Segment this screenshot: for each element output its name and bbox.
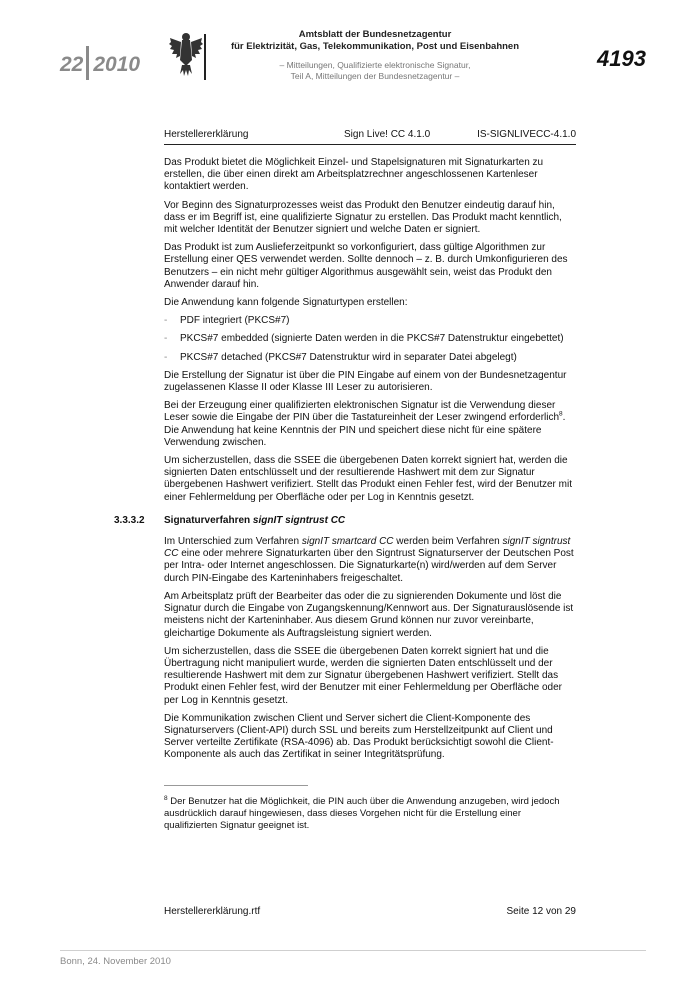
document-body	[114, 157, 576, 768]
issue-divider	[86, 46, 89, 80]
header-divider	[204, 34, 206, 80]
footer-page-count: Seite 12 von 29	[506, 906, 576, 917]
paragraph-emphasis: signIT signtrust CC	[164, 536, 571, 560]
running-head-left: Herstellererklärung	[164, 129, 249, 140]
federal-eagle-icon	[168, 30, 204, 80]
gazette-subtitle-line2: Teil A, Mitteilungen der Bundesnetzagentur –	[290, 71, 460, 81]
paragraph: Um sicherzustellen, dass die SSEE die übergebenen Daten korrekt signiert hat, werden die signierten Daten entschlüsselt und der resultierende Hashwert mit dem zur Signatur übergebenen Hashwert verifiziert. Stellt das Produkt einen Fehler fest, wird der Benutzer mit einer Fehlermeldung per Oberfläche oder per Log in Kenntnis gesetzt.	[164, 455, 572, 503]
paragraph: Das Produkt ist zum Auslieferzeitpunkt so vorkonfiguriert, dass gültige Algorithmen zur Erstellung einer QES verwendet werden. Sollte dennoch – z. B. durch Umkonfigurieren des Benutzers – ein nicht mehr gültiger Algorithmus ausgewählt sein, weist das Produkt den Anwender darauf hin.	[164, 242, 568, 290]
running-head-right: IS-SIGNLIVECC-4.1.0	[477, 129, 576, 140]
list-item	[164, 315, 576, 327]
paragraph: Die Kommunikation zwischen Client und Server sichert die Client-Komponente des Signaturservers (Client-API) durch SSL und bereits zum Herstellzeitpunkt auf Client und Server verteilte Zertifikate (RSA-4096) ab. Das Produkt berücksichtigt sowohl die Client-Komponente als auch das Zertifikat in seiner Integritätsprüfung.	[164, 712, 554, 761]
list-dash: -	[164, 333, 168, 345]
gazette-title-line1: Amtsblatt der Bundesnetzagentur	[298, 29, 452, 40]
running-head-center: Sign Live! CC 4.1.0	[344, 129, 431, 140]
paragraph-text: Im Unterschied zum Verfahren	[164, 536, 302, 548]
paragraph	[164, 536, 576, 585]
list-item-text: PDF integriert (PKCS#7)	[180, 315, 290, 327]
footnote-rule	[164, 785, 308, 786]
issue-number-value: 22	[60, 53, 84, 76]
list-item	[164, 333, 576, 345]
paragraph: Die Anwendung kann folgende Signaturtypen erstellen:	[164, 297, 408, 309]
gazette-subtitle-line1: – Mitteilungen, Qualifizierte elektronische Signatur,	[279, 60, 471, 70]
signature-type-list	[164, 315, 576, 364]
issue-year: 2010	[93, 53, 141, 76]
paragraph: Um sicherzustellen, dass die SSEE die übergebenen Daten korrekt signiert hat und die Übertragung nicht manipuliert wurde, werden die signierten Daten entschlüsselt und der resultierende Hashwert mit dem zur Signatur übergebenen Hashwert verifiziert. Stellt das Produkt einen Fehler fest, wird der Benutzer mit einer Fehlermeldung per Oberfläche oder per Log in Kenntnis gesetzt.	[164, 645, 562, 706]
footnote-reference[interactable]: 8	[559, 411, 563, 419]
gazette-page-number: 4193	[597, 46, 646, 71]
gazette-subtitle	[215, 60, 535, 82]
list-dash: -	[164, 351, 168, 363]
document-footer	[164, 906, 576, 920]
paragraph-emphasis: signIT smartcard CC	[301, 536, 394, 548]
paragraph	[164, 400, 576, 449]
footnote-text: Der Benutzer hat die Möglichkeit, die PIN auch über die Anwendung anzugeben, wird jedoch ausdrücklich darauf hingewiesen, dass dieses Vorgehen nicht für die Erstellung einer qualifizierten Signatur geeignet ist.	[164, 796, 560, 831]
gazette-title	[215, 29, 535, 53]
list-item-text: PKCS#7 detached (PKCS#7 Datenstruktur wird in separater Datei abgelegt)	[180, 351, 517, 363]
gazette-title-line2: für Elektrizität, Gas, Telekommunikation, Post und Eisenbahnen	[230, 41, 520, 52]
list-item-text: PKCS#7 embedded (signierte Daten werden in die PKCS#7 Datenstruktur eingebettet)	[180, 333, 564, 345]
section-title-italic: signIT signtrust CC	[252, 514, 346, 526]
paragraph-text: Bei der Erzeugung einer qualifizierten elektronischen Signatur ist die Verwendung dieser Leser sowie die Eingabe der PIN über die Tastatureinheit der Leser zwingend erforderlich	[164, 400, 560, 424]
paragraph: Am Arbeitsplatz prüft der Bearbeiter das oder die zu signierenden Dokumente und löst die Signatur durch die Eingabe von Zugangskennung/Kennwort aus. Der Signaturauslösende ist meistens nicht der Karteninhaber. Aus diesem Grund können nur zuvor vereinbarte, gleichartige Dokumente als Auftragsleistung signiert werden.	[164, 590, 574, 639]
section-heading	[114, 514, 576, 527]
paragraph: Das Produkt bietet die Möglichkeit Einzel- und Stapelsignaturen mit Signaturkarten zu erstellen, die über einen direkt am Arbeitsplatzrechner angeschlossenen Kartenleser kontaktiert werden.	[164, 157, 544, 193]
list-item	[164, 352, 576, 364]
list-dash: -	[164, 315, 168, 327]
paragraph-text: eine oder mehrere Signaturkarten über den Signtrust Signaturserver der Deutschen Post per Intra- oder Internet angeschlossen. Die Signaturkarte(n) wird/werden auf dem Server durch PIN-Eingabe des Karteninhabers freigeschaltet.	[164, 548, 574, 584]
footnote-marker: 8	[164, 794, 168, 802]
section-number: 3.3.3.2	[114, 514, 145, 526]
page-bottom-rule	[60, 950, 646, 951]
footer-filename: Herstellererklärung.rtf	[164, 906, 261, 917]
paragraph-text: . Die Anwendung hat keine Kenntnis der PIN und speichert diese nicht für eine spätere Verwendung zwischen.	[164, 412, 566, 448]
publication-date: Bonn, 24. November 2010	[60, 956, 171, 967]
paragraph-text: werden beim Verfahren	[393, 536, 503, 548]
paragraph: Vor Beginn des Signaturprozesses weist das Produkt den Benutzer eindeutig darauf hin, dass er im Begriff ist, eine qualifizierte Signatur zu erstellen. Das Produkt macht kenntlich, mit welcher Identität der Benutzer signiert und welche Daten er signiert.	[164, 199, 562, 236]
section-title: Signaturverfahren	[164, 514, 253, 526]
issue-number	[60, 46, 140, 80]
paragraph: Die Erstellung der Signatur ist über die PIN Eingabe auf einem von der Bundesnetzagentur zugelassenen Klasse II oder Klasse III Leser zu autorisieren.	[164, 369, 567, 394]
footnote	[164, 796, 576, 832]
running-head	[164, 128, 576, 145]
